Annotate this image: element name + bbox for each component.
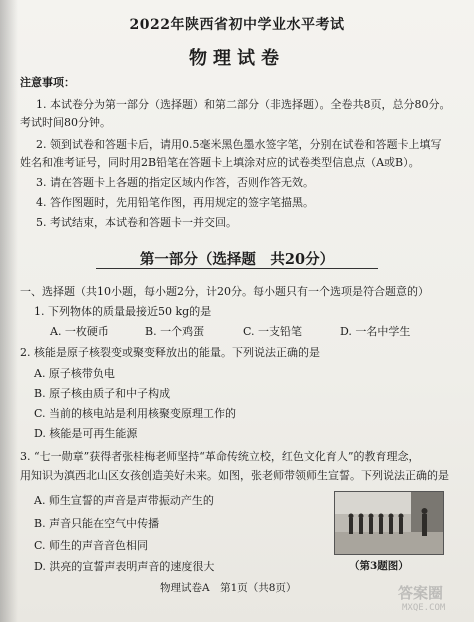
q2-option-d: D. 核能是可再生能源 [34, 427, 138, 440]
oath-photo-illustration [335, 492, 443, 554]
exam-title: 2022年陕西省初中学业水平考试 [129, 17, 345, 33]
q2-stem: 2. 核能是原子核裂变或聚变释放出的能量。下列说法正确的是 [20, 346, 320, 359]
section-underline [96, 268, 378, 269]
notice-line: 1. 本试卷分为第一部分（选择题）和第二部分（非选择题）。全卷共8页，总分80分。 [36, 98, 451, 111]
notice-line: 考试时间80分钟。 [20, 116, 111, 129]
notice-line: 4. 答作图题时，先用铅笔作图，再用规定的签字笔描黑。 [36, 196, 314, 209]
q3-stem-line2: 用知识为滇西北山区女孩创造美好未来。如图，张老师带领师生宣誓。下列说法正确的是 [20, 469, 449, 482]
q3-option-c: C. 师生的声音音色相同 [34, 539, 149, 552]
watermark-logo: 答案圈 [398, 584, 444, 602]
watermark-url: MXQE.COM [402, 603, 446, 613]
q2-option-b: B. 原子核由质子和中子构成 [34, 387, 171, 400]
notice-line: 3. 请在答题卡上各题的指定区域内作答，否则作答无效。 [36, 176, 314, 189]
notice-heading: 注意事项： [20, 76, 75, 89]
q3-option-d: D. 洪亮的宣誓声表明声音的速度很大 [34, 560, 215, 573]
q1-option-a: A. 一枚硬币 [50, 325, 109, 338]
q3-stem-line1: 3. “七一勋章”获得者张桂梅老师坚持“革命传统立校，红色文化育人”的教育理念， [20, 450, 420, 463]
q3-oath-photo [334, 491, 444, 555]
q2-option-c: C. 当前的核电站是利用核聚变原理工作的 [34, 407, 237, 420]
page-footer: 物理试卷A 第1页（共8页） [160, 582, 297, 594]
q1-option-d: D. 一名中学生 [340, 325, 411, 338]
q3-option-a: A. 师生宣誓的声音是声带振动产生的 [34, 494, 214, 507]
q3-option-b: B. 声音只能在空气中传播 [34, 517, 160, 530]
q3-figure-caption: （第3题图） [349, 560, 409, 572]
q1-stem: 1. 下列物体的质量最接近50 kg的是 [34, 305, 212, 318]
q1-option-b: B. 一个鸡蛋 [145, 325, 205, 338]
section-title: 第一部分（选择题 共20分） [139, 251, 335, 268]
notice-line: 2. 领到试卷和答题卡后，请用0.5毫米黑色墨水签字笔，分别在试卷和答题卡上填写 [36, 138, 442, 151]
q2-option-a: A. 原子核带负电 [34, 367, 115, 380]
notice-line: 5. 考试结束，本试卷和答题卡一并交回。 [36, 216, 237, 229]
q1-option-c: C. 一支铅笔 [243, 325, 303, 338]
notice-line: 姓名和准考证号，同时用2B铅笔在答题卡上填涂对应的试卷类型信息点（A或B）。 [20, 156, 420, 169]
binding-shadow [0, 0, 18, 622]
choice-instructions: 一、选择题（共10小题，每小题2分，计20分。每小题只有一个选项是符合题意的） [20, 285, 429, 298]
paper-subtitle: 物理试卷 [189, 48, 285, 69]
